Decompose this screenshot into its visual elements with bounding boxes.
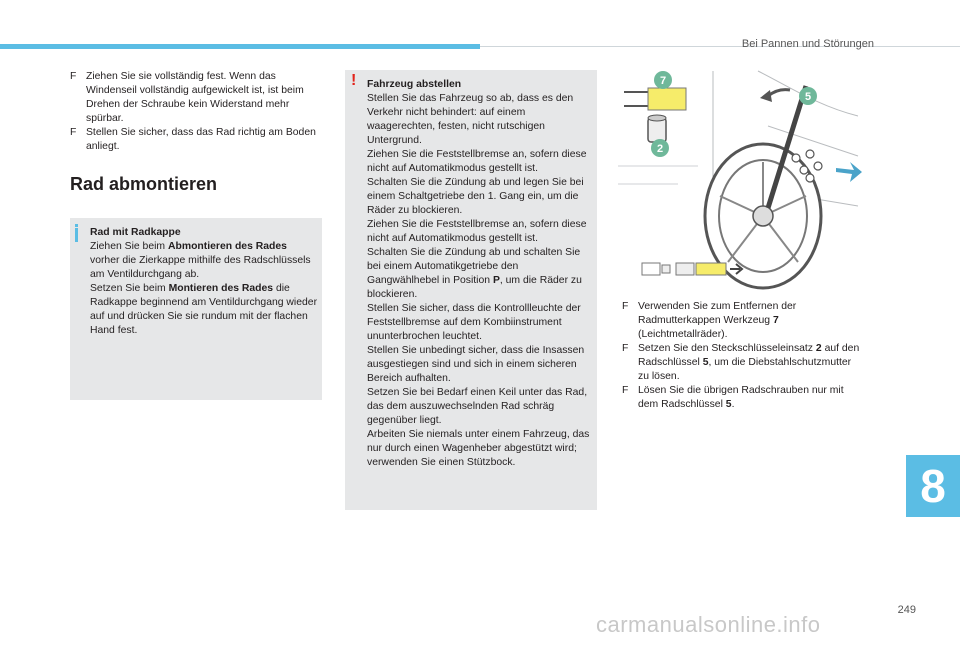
- socket-top: [648, 115, 666, 121]
- wrench-handle-detail: [696, 263, 726, 275]
- tool-handle: [648, 88, 686, 110]
- info-box-text: [90, 226, 318, 338]
- warning-paragraph: Ziehen Sie die Feststellbremse an, sofern diese nicht auf Automatikmodus gestellt ist.: [367, 219, 587, 244]
- header-rule: [480, 46, 960, 47]
- wheel-hub: [753, 206, 773, 226]
- info-box-paragraph: Setzen Sie beim Montieren des Rades die Radkappe beginnend am Ventildurchgang wieder auf und drücken Sie sie rundum mit der flachen Hand fest.: [90, 283, 318, 336]
- warning-paragraph: Setzen Sie bei Bedarf einen Keil unter das Rad, das dem auszuwechselnden Rad schräg gegenüber liegt.: [367, 387, 588, 426]
- warning-paragraph: Arbeiten Sie niemals unter einem Fahrzeug, das nur durch einen Wagenheber abgestützt wird; verwenden Sie einen Stützbock.: [367, 429, 590, 468]
- warning-box-title: Fahrzeug abstellen: [367, 79, 462, 90]
- socket-adapter-tool: [648, 118, 666, 142]
- section-number-tab: 8: [906, 455, 960, 517]
- callout-7: [654, 71, 672, 89]
- warning-box: [345, 70, 597, 510]
- bullet-text: Verwenden Sie zum Entfernen der Radmutterkappen Werkzeug 7 (Leichtmetallräder).: [638, 301, 797, 340]
- info-box: [70, 218, 322, 400]
- warning-paragraph: Stellen Sie sicher, dass die Kontrollleuchte der Feststellbremse auf dem Kombiinstrument ununterbrochen leuchtet.: [367, 303, 581, 342]
- bullet-item: [622, 342, 862, 384]
- info-box-title: Rad mit Radkappe: [90, 227, 181, 238]
- arrow-icon: [730, 264, 742, 274]
- info-icon: [75, 224, 78, 227]
- nut-detail: [642, 263, 660, 275]
- header-accent-bar: [0, 44, 480, 49]
- top-bullets: [70, 70, 320, 154]
- svg-text:5: 5: [804, 91, 812, 103]
- section-heading: Rad abmontieren: [70, 174, 218, 194]
- bullet-symbol: F: [622, 343, 629, 354]
- wrench-assembly-illustration: [640, 255, 750, 283]
- warning-paragraph: Schalten Sie die Zündung ab und schalten Sie bei einem Automatikgetriebe den Gangwählhebel in Position P, um die Räder zu blockieren.: [367, 247, 582, 300]
- rotation-arrowhead: [760, 90, 772, 102]
- page-number: 249: [897, 604, 916, 616]
- warning-paragraph: Ziehen Sie die Feststellbremse an, sofern diese nicht auf Automatikmodus gestellt ist.: [367, 149, 587, 174]
- bullet-symbol: F: [70, 71, 77, 82]
- warning-paragraph: Stellen Sie das Fahrzeug so ab, dass es den Verkehr nicht behindert: auf einem waagerechten, festen, nicht rutschigen Untergrund.: [367, 93, 574, 146]
- bullet-text: Stellen Sie sicher, dass das Rad richtig am Boden anliegt.: [86, 127, 316, 152]
- warning-paragraph: Schalten Sie die Zündung ab und legen Sie bei einem Schaltgetriebe den 1. Gang ein, um die Räder zu blockieren.: [367, 177, 584, 216]
- background-lines: [618, 166, 698, 184]
- bullet-symbol: F: [622, 385, 629, 396]
- bullet-text: Lösen Sie die übrigen Radschrauben nur mit dem Radschlüssel 5.: [638, 385, 844, 410]
- direction-arrow: [836, 162, 862, 182]
- bullet-item: [70, 70, 320, 126]
- socket-detail: [662, 265, 670, 273]
- bullet-item: [622, 300, 862, 342]
- warning-box-text: [367, 78, 593, 470]
- bullet-symbol: F: [622, 301, 629, 312]
- rotation-arrow: [768, 90, 790, 96]
- svg-text:7: 7: [659, 75, 667, 87]
- info-box-paragraph: Ziehen Sie beim Abmontieren des Rades vorher die Zierkappe mithilfe des Radschlüssels am Ventildurchgang ab.: [90, 241, 311, 280]
- bullet-item: [622, 384, 862, 412]
- bullet-item: [70, 126, 320, 154]
- right-bullets: [622, 300, 862, 412]
- bullet-text: Ziehen Sie sie vollständig fest. Wenn das Windenseil vollständig aufgewickelt ist, ist beim Drehen der Schraube kein Widerstand mehr spürbar.: [86, 71, 304, 124]
- adapter-detail: [676, 263, 694, 275]
- info-icon-bar: [75, 228, 78, 242]
- warning-paragraph: Stellen Sie unbedingt sicher, dass die Insassen ausgestiegen sind und sich in einem sicheren Bereich aufhalten.: [367, 345, 585, 384]
- watermark: carmanualsonline.info: [596, 612, 821, 637]
- warning-icon: !: [351, 72, 357, 89]
- bullet-symbol: F: [70, 127, 77, 138]
- bullet-text: Setzen Sie den Steckschlüsseleinsatz 2 auf den Radschlüssel 5, um die Diebstahlschutzmutter zu lösen.: [638, 343, 860, 382]
- svg-text:2: 2: [656, 143, 664, 155]
- callout-2: [651, 139, 669, 157]
- chapter-title: Bei Pannen und Störungen: [741, 38, 874, 50]
- callout-5: [799, 87, 817, 105]
